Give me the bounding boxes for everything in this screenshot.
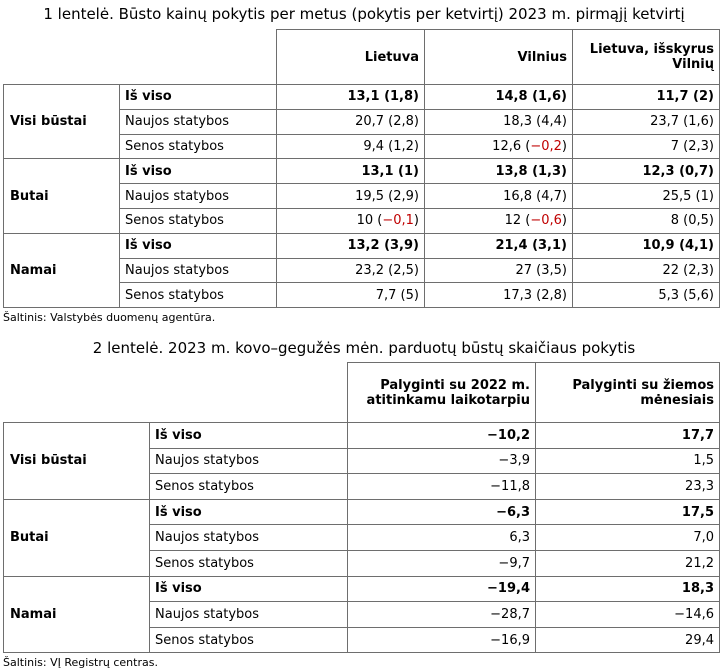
value-cell: 23,7 (1,6) — [573, 109, 720, 134]
value-cell: 17,5 — [536, 499, 720, 525]
table-row — [4, 85, 720, 110]
row-label: Iš viso — [120, 85, 277, 110]
quarterly-change: 2,8 — [393, 114, 414, 130]
quarterly-change: 1 — [404, 163, 414, 179]
row-label: Naujos statybos — [120, 258, 277, 283]
quarterly-change: 0,7 — [685, 163, 709, 179]
annual-change: 13,1 — [361, 163, 394, 179]
annual-change: 7 — [670, 138, 680, 154]
value-cell: 7 (2,3) — [573, 134, 720, 159]
group-label: Visi būstai — [4, 85, 120, 159]
table-row — [4, 499, 720, 525]
annual-change: 9,4 — [363, 138, 385, 154]
value-cell: −16,9 — [348, 627, 536, 653]
value-cell: 7,0 — [536, 525, 720, 551]
table1-title: 1 lentelė. Būsto kainų pokytis per metus (pokytis per ketvirtį) 2023 m. pirmąjį ketvirtį — [43, 5, 685, 23]
table2-title: 2 lentelė. 2023 m. kovo–gegužės mėn. parduotų būstų skaičiaus pokytis — [92, 339, 636, 357]
col-header-vilnius: Vilnius — [425, 30, 573, 85]
value-cell: 6,3 — [348, 525, 536, 551]
value-cell: −3,9 — [348, 448, 536, 474]
value-cell: 13,2 (3,9) — [277, 233, 425, 258]
group-label: Namai — [4, 233, 120, 307]
annual-change: 13,1 — [347, 89, 380, 105]
row-label: Naujos statybos — [120, 184, 277, 209]
row-label: Iš viso — [150, 423, 348, 449]
row-label: Senos statybos — [150, 474, 348, 500]
annual-change: 27 — [515, 262, 533, 278]
row-label: Naujos statybos — [150, 602, 348, 628]
value-cell: 12,6 (−0,2) — [425, 134, 573, 159]
row-label: Iš viso — [120, 159, 277, 184]
quarterly-change: 3,5 — [541, 262, 562, 278]
annual-change: 5,3 — [658, 287, 680, 303]
quarterly-change: 2 — [699, 89, 709, 105]
annual-change: 7,7 — [375, 287, 397, 303]
table1-source: Šaltinis: Valstybės duomenų agentūra. — [3, 311, 216, 324]
annual-change: 21,4 — [495, 238, 528, 254]
annual-change: 23,7 — [650, 114, 680, 130]
row-label: Naujos statybos — [120, 109, 277, 134]
value-cell: 8 (0,5) — [573, 208, 720, 233]
value-cell: 20,7 (2,8) — [277, 109, 425, 134]
annual-change: 14,8 — [495, 89, 528, 105]
value-cell: 23,2 (2,5) — [277, 258, 425, 283]
row-label: Iš viso — [150, 576, 348, 602]
quarterly-change: 2,8 — [541, 287, 562, 303]
row-label: Senos statybos — [120, 283, 277, 308]
annual-change: 12 — [504, 213, 522, 229]
annual-change: 19,5 — [355, 188, 385, 204]
quarterly-change: 2,9 — [393, 188, 414, 204]
quarterly-change: 1,6 — [688, 114, 709, 130]
quarterly-change: 5 — [405, 287, 414, 303]
value-cell: 7,7 (5) — [277, 283, 425, 308]
group-label: Visi būstai — [4, 423, 150, 500]
quarterly-change: 1,3 — [538, 163, 562, 179]
quarterly-change: 3,1 — [538, 238, 562, 254]
row-label: Iš viso — [150, 499, 348, 525]
value-cell: −28,7 — [348, 602, 536, 628]
value-cell: 5,3 (5,6) — [573, 283, 720, 308]
annual-change: 13,8 — [495, 163, 528, 179]
col-header-lietuva: Lietuva — [277, 30, 425, 85]
annual-change: 18,3 — [503, 114, 533, 130]
annual-change: 10,9 — [642, 238, 675, 254]
row-label: Senos statybos — [150, 627, 348, 653]
annual-change: 23,2 — [355, 262, 385, 278]
row-label: Senos statybos — [150, 550, 348, 576]
value-cell: 23,3 — [536, 474, 720, 500]
value-cell: −10,2 — [348, 423, 536, 449]
col-header-vs-winter: Palyginti su žiemos mėnesiais — [536, 363, 720, 423]
quarterly-change: 1 — [700, 188, 709, 204]
quarterly-change: 3,9 — [390, 238, 414, 254]
quarterly-change: 2,5 — [393, 262, 414, 278]
annual-change: 16,8 — [503, 188, 533, 204]
quarterly-change: −0,2 — [530, 138, 562, 154]
value-cell: −14,6 — [536, 602, 720, 628]
value-cell: 25,5 (1) — [573, 184, 720, 209]
value-cell: 9,4 (1,2) — [277, 134, 425, 159]
value-cell: 13,8 (1,3) — [425, 159, 573, 184]
quarterly-change: 4,1 — [685, 238, 709, 254]
table-row — [4, 159, 720, 184]
value-cell: 13,1 (1) — [277, 159, 425, 184]
row-label: Iš viso — [120, 233, 277, 258]
value-cell: −9,7 — [348, 550, 536, 576]
col-header-vs-2022: Palyginti su 2022 m. atitinkamu laikotarpiu — [348, 363, 536, 423]
quarterly-change: −0,6 — [530, 213, 562, 229]
value-cell: −11,8 — [348, 474, 536, 500]
value-cell: 18,3 — [536, 576, 720, 602]
value-cell: 19,5 (2,9) — [277, 184, 425, 209]
quarterly-change: −0,1 — [382, 213, 414, 229]
quarterly-change: 2,3 — [688, 262, 709, 278]
quarterly-change: 4,7 — [541, 188, 562, 204]
col-header-lietuva-isskyrus-vilniu: Lietuva, išskyrus Vilnių — [573, 30, 720, 85]
group-label: Butai — [4, 159, 120, 233]
table-row — [4, 423, 720, 449]
price-change-table — [3, 29, 720, 308]
value-cell: 10 (−0,1) — [277, 208, 425, 233]
value-cell: 18,3 (4,4) — [425, 109, 573, 134]
table2-source: Šaltinis: VĮ Registrų centras. — [3, 656, 158, 669]
value-cell: 27 (3,5) — [425, 258, 573, 283]
quarterly-change: 1,6 — [538, 89, 562, 105]
quarterly-change: 5,6 — [688, 287, 709, 303]
annual-change: 12,6 — [492, 138, 522, 154]
quarterly-change: 1,8 — [390, 89, 414, 105]
row-label: Senos statybos — [120, 208, 277, 233]
value-cell: 21,4 (3,1) — [425, 233, 573, 258]
quarterly-change: 4,4 — [541, 114, 562, 130]
value-cell: 21,2 — [536, 550, 720, 576]
value-cell: 14,8 (1,6) — [425, 85, 573, 110]
value-cell: 11,7 (2) — [573, 85, 720, 110]
value-cell: 17,3 (2,8) — [425, 283, 573, 308]
value-cell: 16,8 (4,7) — [425, 184, 573, 209]
row-label: Senos statybos — [120, 134, 277, 159]
value-cell: 13,1 (1,8) — [277, 85, 425, 110]
value-cell: 12 (−0,6) — [425, 208, 573, 233]
value-cell: 1,5 — [536, 448, 720, 474]
quarterly-change: 0,5 — [688, 213, 709, 229]
annual-change: 10 — [356, 213, 374, 229]
value-cell: −6,3 — [348, 499, 536, 525]
annual-change: 13,2 — [347, 238, 380, 254]
table-row — [4, 233, 720, 258]
annual-change: 20,7 — [355, 114, 385, 130]
value-cell: 12,3 (0,7) — [573, 159, 720, 184]
annual-change: 22 — [662, 262, 680, 278]
annual-change: 17,3 — [503, 287, 533, 303]
value-cell: 17,7 — [536, 423, 720, 449]
annual-change: 25,5 — [662, 188, 692, 204]
quarterly-change: 1,2 — [393, 138, 414, 154]
annual-change: 12,3 — [642, 163, 675, 179]
table-row — [4, 576, 720, 602]
value-cell: 10,9 (4,1) — [573, 233, 720, 258]
group-label: Namai — [4, 576, 150, 653]
value-cell: −19,4 — [348, 576, 536, 602]
quarterly-change: 2,3 — [688, 138, 709, 154]
row-label: Naujos statybos — [150, 448, 348, 474]
annual-change: 8 — [670, 213, 680, 229]
annual-change: 11,7 — [656, 89, 689, 105]
value-cell: 29,4 — [536, 627, 720, 653]
row-label: Naujos statybos — [150, 525, 348, 551]
group-label: Butai — [4, 499, 150, 576]
value-cell: 22 (2,3) — [573, 258, 720, 283]
sales-change-table — [3, 362, 720, 653]
